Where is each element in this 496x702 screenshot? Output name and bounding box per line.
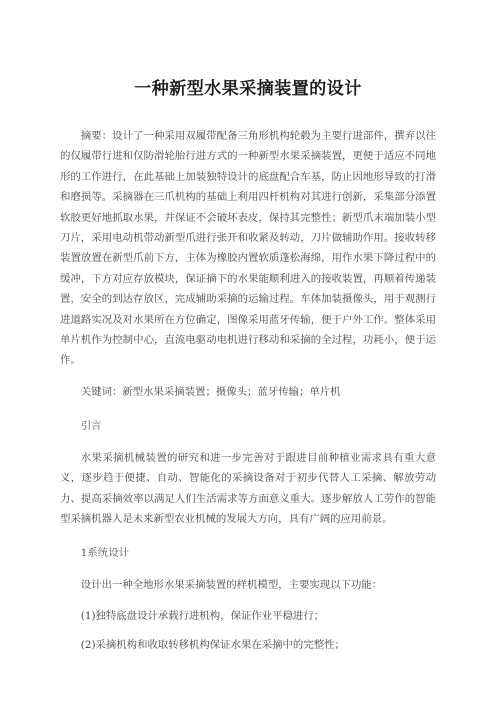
list-item: (1)独特底盘设计承载行进机构，保证作业平稳进行；	[80, 610, 325, 623]
intro-heading: 引言	[80, 420, 102, 433]
section-1-paragraph: 设计出一种全地形水果采摘装置的样机模型，主要实现以下功能：	[80, 578, 383, 591]
intro-paragraph: 水果采摘机械装置的研究和进一步完善对于跟进目前种植业需求具有重大意义，逐步趋于便捷、自动、智能化的采摘设备对于初步代替人工采摘、解放劳动力、提高采摘效率以满足人们生活需求等方面意义重大。逐步解放人工劳作的智能型采摘机器人是未来新型农业机械的发展大方向，具有广阔的应用前景。	[60, 451, 436, 525]
section-1-heading: 1系统设计	[80, 547, 129, 560]
abstract-paragraph: 摘要：设计了一种采用双履带配备三角形机构轮毂为主要行进部件，撰弃以往的仅履带行进和仅防滑轮胎行进方式的一种新型水果采摘装置，更便于适应不同地形的工作进行，在此基础上加装独特设计的底盘配合车基，防止因地形导致的打滑和磨损等。采摘器在三爪机构的基础上利用四杆机构对其进行创新，采集部分添置软胶更好地抓取水果，并保证不会破坏表皮，保持其完整性；新型爪末端加装小型刀片，采用电动机带动新型爪进行张开和收紧及转动，刀片做辅助作用。接收转移装置放置在新型爪前下方，主体为橡胶内置软质蓬松海绵，用作水果下降过程中的缓冲，下方对应存放模块，保证摘下的水果能顺利进入的接收装置，再顺着传递装置，安全的到达存放区，完成辅助采摘的运输过程。车体加装摄像头，用于观测行进道路实况及对水果所在方位确定，图像采用蓝牙传输，便于户外工作。整体采用单片机作为控制中心，直流电驱动电机进行移动和采摘的全过程，功耗小，便于运作。	[60, 130, 436, 367]
keywords-line: 关键词：新型水果采摘装置；摄像头；蓝牙传输；单片机	[80, 385, 341, 398]
document-title: 一种新型水果采摘装置的设计	[134, 79, 362, 99]
list-item: (2)采摘机构和收取转移机构保证水果在采摘中的完整性；	[80, 638, 345, 651]
